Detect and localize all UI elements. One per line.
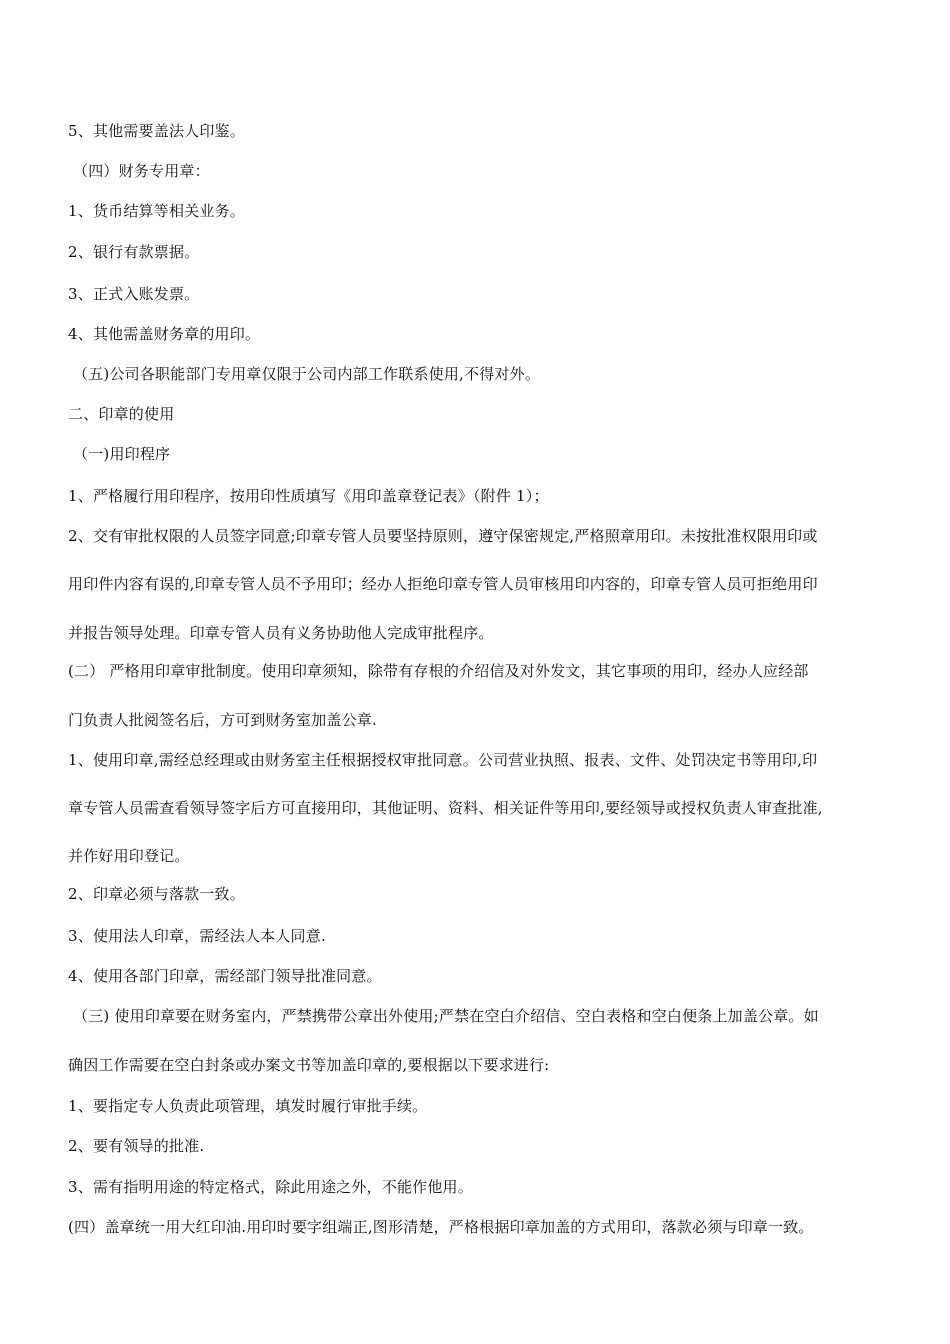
section-heading: （一)用印程序: [73, 445, 171, 463]
paragraph-line: (二） 严格用印章审批制度。使用印章须知，除带有存根的介绍信及对外发文，其它事项的用印，经办人应经部: [68, 662, 809, 680]
paragraph-line: 用印件内容有误的,印章专管人员不予用印；经办人拒绝印章专管人员审核用印内容的，印章专管人员可拒绝用印: [68, 575, 818, 593]
section-heading: 二、印章的使用: [68, 405, 175, 423]
paragraph-line: 4、使用各部门印章，需经部门领导批准同意。: [68, 967, 382, 985]
paragraph-line: （三) 使用印章要在财务室内，严禁携带公章出外使用;严禁在空白介绍信、空白表格和空白便条上加盖公章。如: [73, 1007, 819, 1025]
paragraph-line: 2、印章必须与落款一致。: [68, 885, 245, 903]
paragraph-line: 门负责人批阅签名后，方可到财务室加盖公章.: [68, 711, 377, 729]
paragraph-line: 3、需有指明用途的特定格式，除此用途之外，不能作他用。: [68, 1178, 473, 1196]
paragraph-line: 2、交有审批权限的人员签字同意;印章专管人员要坚持原则，遵守保密规定,严格照章用印。未按批准权限用印或: [68, 527, 818, 545]
paragraph-line: 1、使用印章,需经总经理或由财务室主任根据授权审批同意。公司营业执照、报表、文件、处罚决定书等用印,印: [68, 751, 818, 769]
paragraph-line: 4、其他需盖财务章的用印。: [68, 325, 261, 343]
paragraph-line: (四）盖章统一用大红印油.用印时要字组端正,图形清楚，严格根据印章加盖的方式用印，落款必须与印章一致。: [68, 1218, 814, 1236]
paragraph-line: 确因工作需要在空白封条或办案文书等加盖印章的,要根据以下要求进行:: [68, 1056, 550, 1074]
paragraph-line: 2、银行有款票据。: [68, 243, 200, 261]
paragraph-line: 1、严格履行用印程序，按用印性质填写《用印盖章登记表》（附件 1）；: [68, 487, 549, 505]
paragraph-line: 3、使用法人印章，需经法人本人同意.: [68, 927, 326, 945]
paragraph-line: 并报告领导处理。印章专管人员有义务协助他人完成审批程序。: [68, 624, 494, 642]
paragraph-line: 3、正式入账发票。: [68, 285, 200, 303]
paragraph-line: 5、其他需要盖法人印鉴。: [68, 122, 245, 140]
paragraph-line: 1、货币结算等相关业务。: [68, 202, 245, 220]
paragraph-line: （五)公司各职能部门专用章仅限于公司内部工作联系使用,不得对外。: [73, 365, 541, 383]
section-heading: （四）财务专用章：: [73, 162, 210, 180]
paragraph-line: 章专管人员需查看领导签字后方可直接用印，其他证明、资料、相关证件等用印,要经领导或授权负责人审查批准,: [68, 799, 823, 817]
paragraph-line: 并作好用印登记。: [68, 847, 190, 865]
paragraph-line: 2、要有领导的批准.: [68, 1137, 205, 1155]
paragraph-line: 1、要指定专人负责此项管理，填发时履行审批手续。: [68, 1097, 428, 1115]
